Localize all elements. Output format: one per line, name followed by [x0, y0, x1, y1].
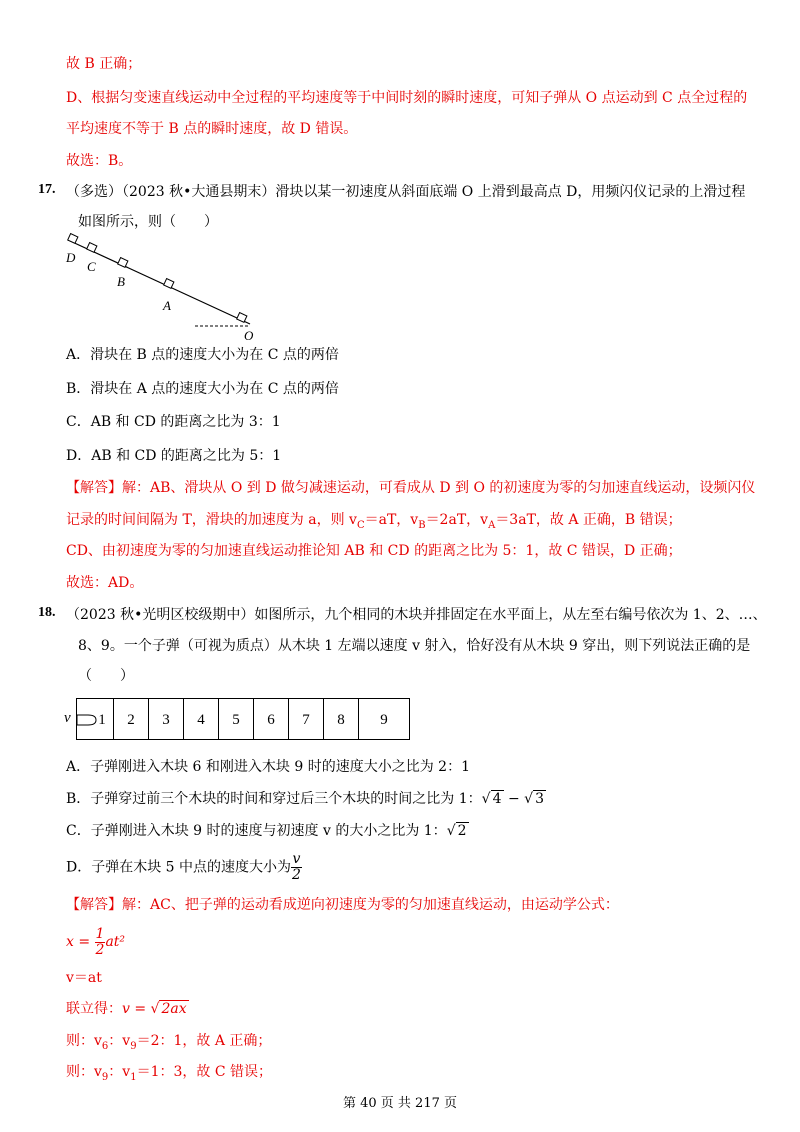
ratio-v9-v1: 则：$v_9$：$v_1=1$：3，故 C 错误； [66, 1064, 273, 1083]
question-18-option-b: B．子弹穿过前三个木块的时间和穿过后三个木块的时间之比为 1：√ 4 − √ 3 [66, 791, 544, 807]
block-8: 8 [323, 698, 359, 740]
question-18-stem-3: （ ） [78, 668, 134, 684]
block-3: 3 [148, 698, 184, 740]
question-18-number: 18. [38, 605, 56, 620]
block-2: 2 [113, 698, 149, 740]
question-17-option-c: C．AB 和 CD 的距离之比为 3：1 [66, 414, 281, 430]
equation-displacement: x = $\frac{1}{2}$ at² [66, 925, 126, 958]
block-7: 7 [288, 698, 324, 740]
equation-velocity: v＝at [66, 970, 102, 986]
block-6: 6 [253, 698, 289, 740]
prev-solution-line-3: 平均速度不等于 B 点的瞬时速度，故 D 错误。 [66, 121, 358, 137]
label-A: A [163, 298, 171, 313]
block-5: 5 [218, 698, 254, 740]
velocity-label: v [64, 710, 71, 726]
label-C: C [87, 259, 96, 274]
label-O: O [244, 328, 254, 343]
incline-figure [60, 232, 270, 344]
prev-answer: 故选：B。 [66, 153, 133, 169]
question-17-option-a: A．滑块在 B 点的速度大小为在 C 点的两倍 [66, 347, 339, 363]
slider-C [87, 243, 97, 253]
block-9: 9 [358, 698, 410, 740]
equation-combined: 联立得：v = √ 2ax [66, 1001, 187, 1017]
incline-line [68, 240, 250, 324]
question-17-stem-2: 如图所示，则（ ） [78, 214, 218, 230]
question-17-option-b: B．滑块在 A 点的速度大小为在 C 点的两倍 [66, 381, 339, 397]
question-17-stem-1: （多选）（2023 秋•大通县期末）滑块以某一初速度从斜面底端 O 上滑到最高点 D，用频闪仪记录的上滑过程 [66, 184, 746, 200]
slider-D [68, 234, 78, 244]
question-18-option-a: A．子弹刚进入木块 6 和刚进入木块 9 时的速度大小之比为 2：1 [66, 759, 470, 775]
question-17-option-d: D．AB 和 CD 的距离之比为 5：1 [66, 448, 282, 464]
question-17-solution-1: 【解答】解：AB、滑块从 O 到 D 做匀减速运动，可看成从 D 到 O 的初速度为零的匀加速直线运动，设频闪仪 [66, 480, 756, 496]
question-17-number: 17. [38, 182, 56, 197]
question-18-option-d: D．子弹在木块 5 中点的速度大小为 $\frac{v}{2}$ [66, 851, 301, 883]
question-18-stem-2: 8、9。一个子弹（可视为质点）从木块 1 左端以速度 v 射入，恰好没有从木块 9 穿出，则下列说法正确的是 [78, 638, 751, 654]
blocks-figure [60, 698, 420, 742]
question-18-stem-1: （2023 秋•光明区校级期中）如图所示，九个相同的木块并排固定在水平面上，从左至右编号依次为 1、2、…、 [66, 607, 767, 623]
label-D: D [66, 250, 76, 265]
question-18-option-c: C．子弹刚进入木块 9 时的速度与初速度 v 的大小之比为 1：√ 2 [66, 823, 467, 839]
slider-B [118, 258, 128, 268]
question-17-solution-3: CD、由初速度为零的匀加速直线运动推论知 AB 和 CD 的距离之比为 5：1，故 C 错误，D 正确； [66, 543, 682, 559]
block-1: 1 [76, 698, 114, 740]
ratio-v6-v9: 则：$v_6$：$v_9=2$：1，故 A 正确； [66, 1033, 272, 1052]
question-18-solution-1: 【解答】解：AC、把子弹的运动看成逆向初速度为零的匀加速直线运动，由运动学公式： [66, 897, 619, 913]
prev-solution-line-2: D、根据匀变速直线运动中全过程的平均速度等于中间时刻的瞬时速度，可知子弹从 O 点运动到 C 点全过程的 [66, 90, 748, 106]
question-17-solution-2: 记录的时间间隔为 T，滑块的加速度为 a，则 $v_C=aT$，$v_B=2aT$，$v_A=3aT$，故 A 正确，B 错误； [66, 512, 682, 531]
slider-A [164, 279, 174, 289]
question-17-answer: 故选：AD。 [66, 575, 144, 591]
block-4: 4 [183, 698, 219, 740]
label-B: B [117, 274, 125, 289]
page-footer: 第 40 页 共 217 页 [342, 1096, 458, 1111]
prev-solution-line-1: 故 B 正确； [66, 56, 142, 72]
slider-O [237, 313, 247, 323]
